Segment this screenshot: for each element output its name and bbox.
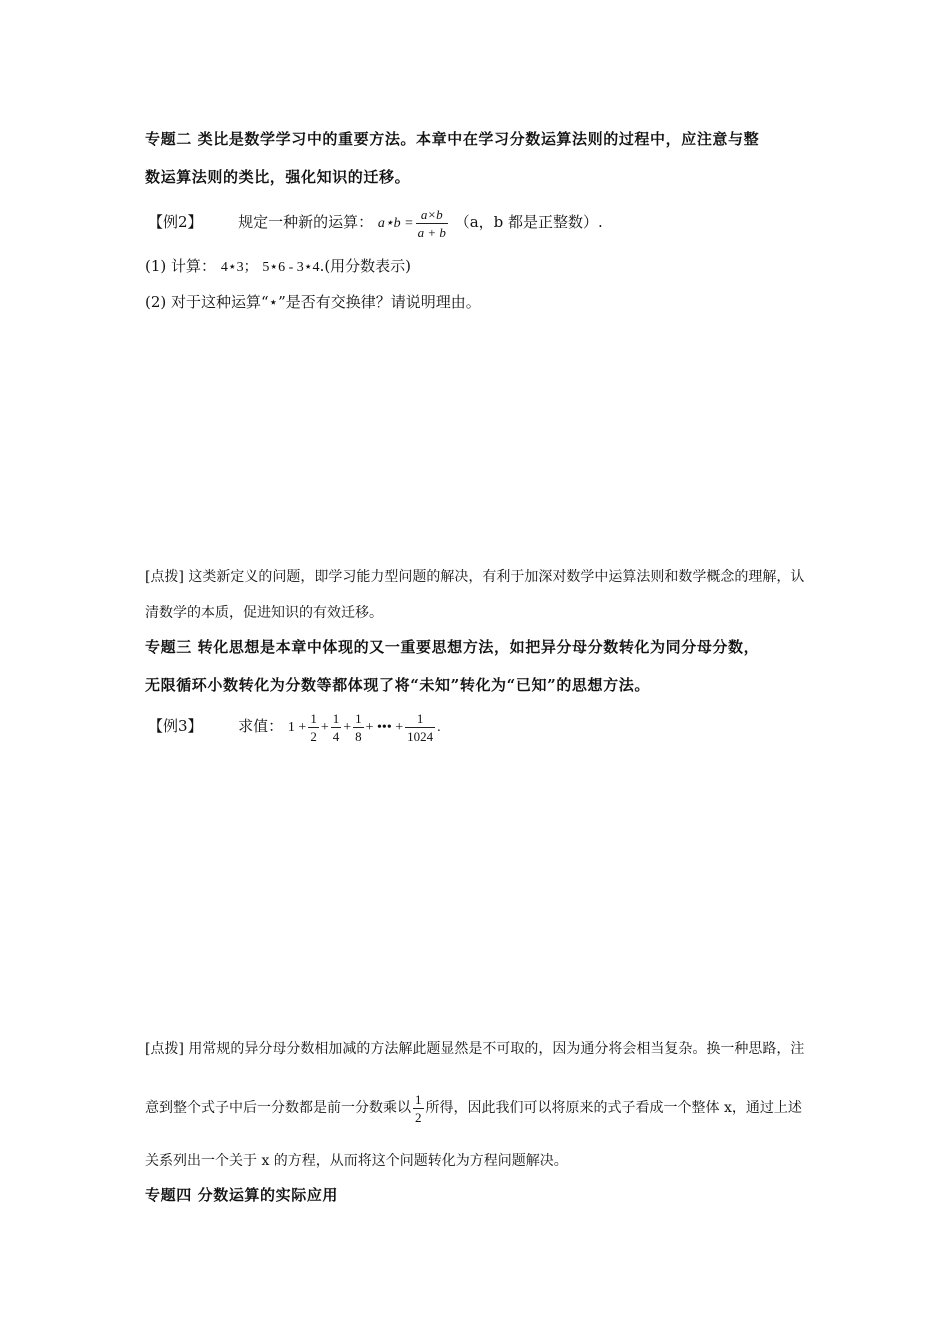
example3-intro: 求值： xyxy=(238,717,284,735)
example3-expression xyxy=(148,704,441,748)
fraction-quarter-num: 1 xyxy=(332,710,340,726)
hint2-line1: [点拨] 这类新定义的问题，即学习能力型问题的解决，有利于加深对数学中运算法则和数学概念的理解，认 xyxy=(145,569,805,585)
example3-tag: 【例3】 xyxy=(148,717,203,735)
fraction-half-inline xyxy=(413,1091,424,1126)
fraction-1024 xyxy=(405,710,435,745)
example2-tag: 【例2】 xyxy=(148,213,203,231)
example2-definition xyxy=(148,200,603,244)
hint3-line1: [点拨] 用常规的异分母分数相加减的方法解此题显然是不可取的，因为通分将会相当复杂。换一种思路，注 xyxy=(145,1041,805,1057)
topic2-line2: 数运算法则的类比，强化知识的迁移。 xyxy=(145,168,411,186)
fraction-eighth-den: 8 xyxy=(355,728,362,744)
hint3-line2b: 所得，因此我们可以将原来的式子看成一个整体 x，通过上述 xyxy=(425,1100,802,1116)
operation-numerator: a×b xyxy=(416,206,448,224)
example2-question1 xyxy=(145,255,411,276)
plus-sign: + xyxy=(320,720,329,735)
topic3-line2: 无限循环小数转化为分数等都体现了将“未知”转化为“已知”的思想方法。 xyxy=(145,676,650,694)
q1-label: (1) 计算： xyxy=(145,257,217,275)
q1-expression-1: 4⋆3； xyxy=(220,260,258,275)
fraction-1024-num: 1 xyxy=(405,710,435,728)
fraction-quarter-den: 4 xyxy=(332,728,340,744)
q1-expression-2: 5⋆6 - 3⋆4 xyxy=(262,260,320,275)
topic3-line1: 专题三 转化思想是本章中体现的又一重要思想方法，如把异分母分数转化为同分母分数， xyxy=(145,638,760,656)
fraction-half-num: 1 xyxy=(310,710,317,726)
topic2-line1: 专题二 类比是数学学习中的重要方法。本章中在学习分数运算法则的过程中，应注意与整 xyxy=(145,130,760,148)
fraction-quarter xyxy=(331,710,342,745)
fraction-half-inline-den: 2 xyxy=(415,1109,422,1125)
example2-condition: （a，b 都是正整数）. xyxy=(454,213,603,231)
operation-denominator: a + b xyxy=(417,224,446,240)
hint3-line3: 关系列出一个关于 x 的方程，从而将这个问题转化为方程问题解决。 xyxy=(145,1153,568,1169)
sum-end: . xyxy=(437,720,441,735)
example2-question2: (2) 对于这种运算“⋆”是否有交换律？请说明理由。 xyxy=(145,293,481,311)
hint3-line2 xyxy=(145,1086,802,1130)
fraction-half-inline-num: 1 xyxy=(415,1091,422,1107)
example2-intro: 规定一种新的运算： xyxy=(238,213,374,231)
fraction-1024-den: 1024 xyxy=(407,728,434,744)
plus-sign: + xyxy=(343,720,352,735)
sum-lead: 1 + xyxy=(287,720,307,735)
fraction-half-den: 2 xyxy=(310,728,317,744)
topic4-title: 专题四 分数运算的实际应用 xyxy=(145,1186,339,1204)
fraction-half xyxy=(308,710,319,745)
operation-lhs: a⋆b = xyxy=(377,216,414,231)
q1-suffix: .(用分数表示) xyxy=(319,257,412,275)
ellipsis: + ••• + xyxy=(365,720,404,735)
operation-fraction xyxy=(416,206,448,241)
fraction-eighth xyxy=(353,710,364,745)
hint2-line2: 清数学的本质，促进知识的有效迁移。 xyxy=(145,605,383,621)
fraction-eighth-num: 1 xyxy=(355,710,362,726)
hint3-line2a: 意到整个式子中后一分数都是前一分数乘以 xyxy=(145,1100,411,1116)
